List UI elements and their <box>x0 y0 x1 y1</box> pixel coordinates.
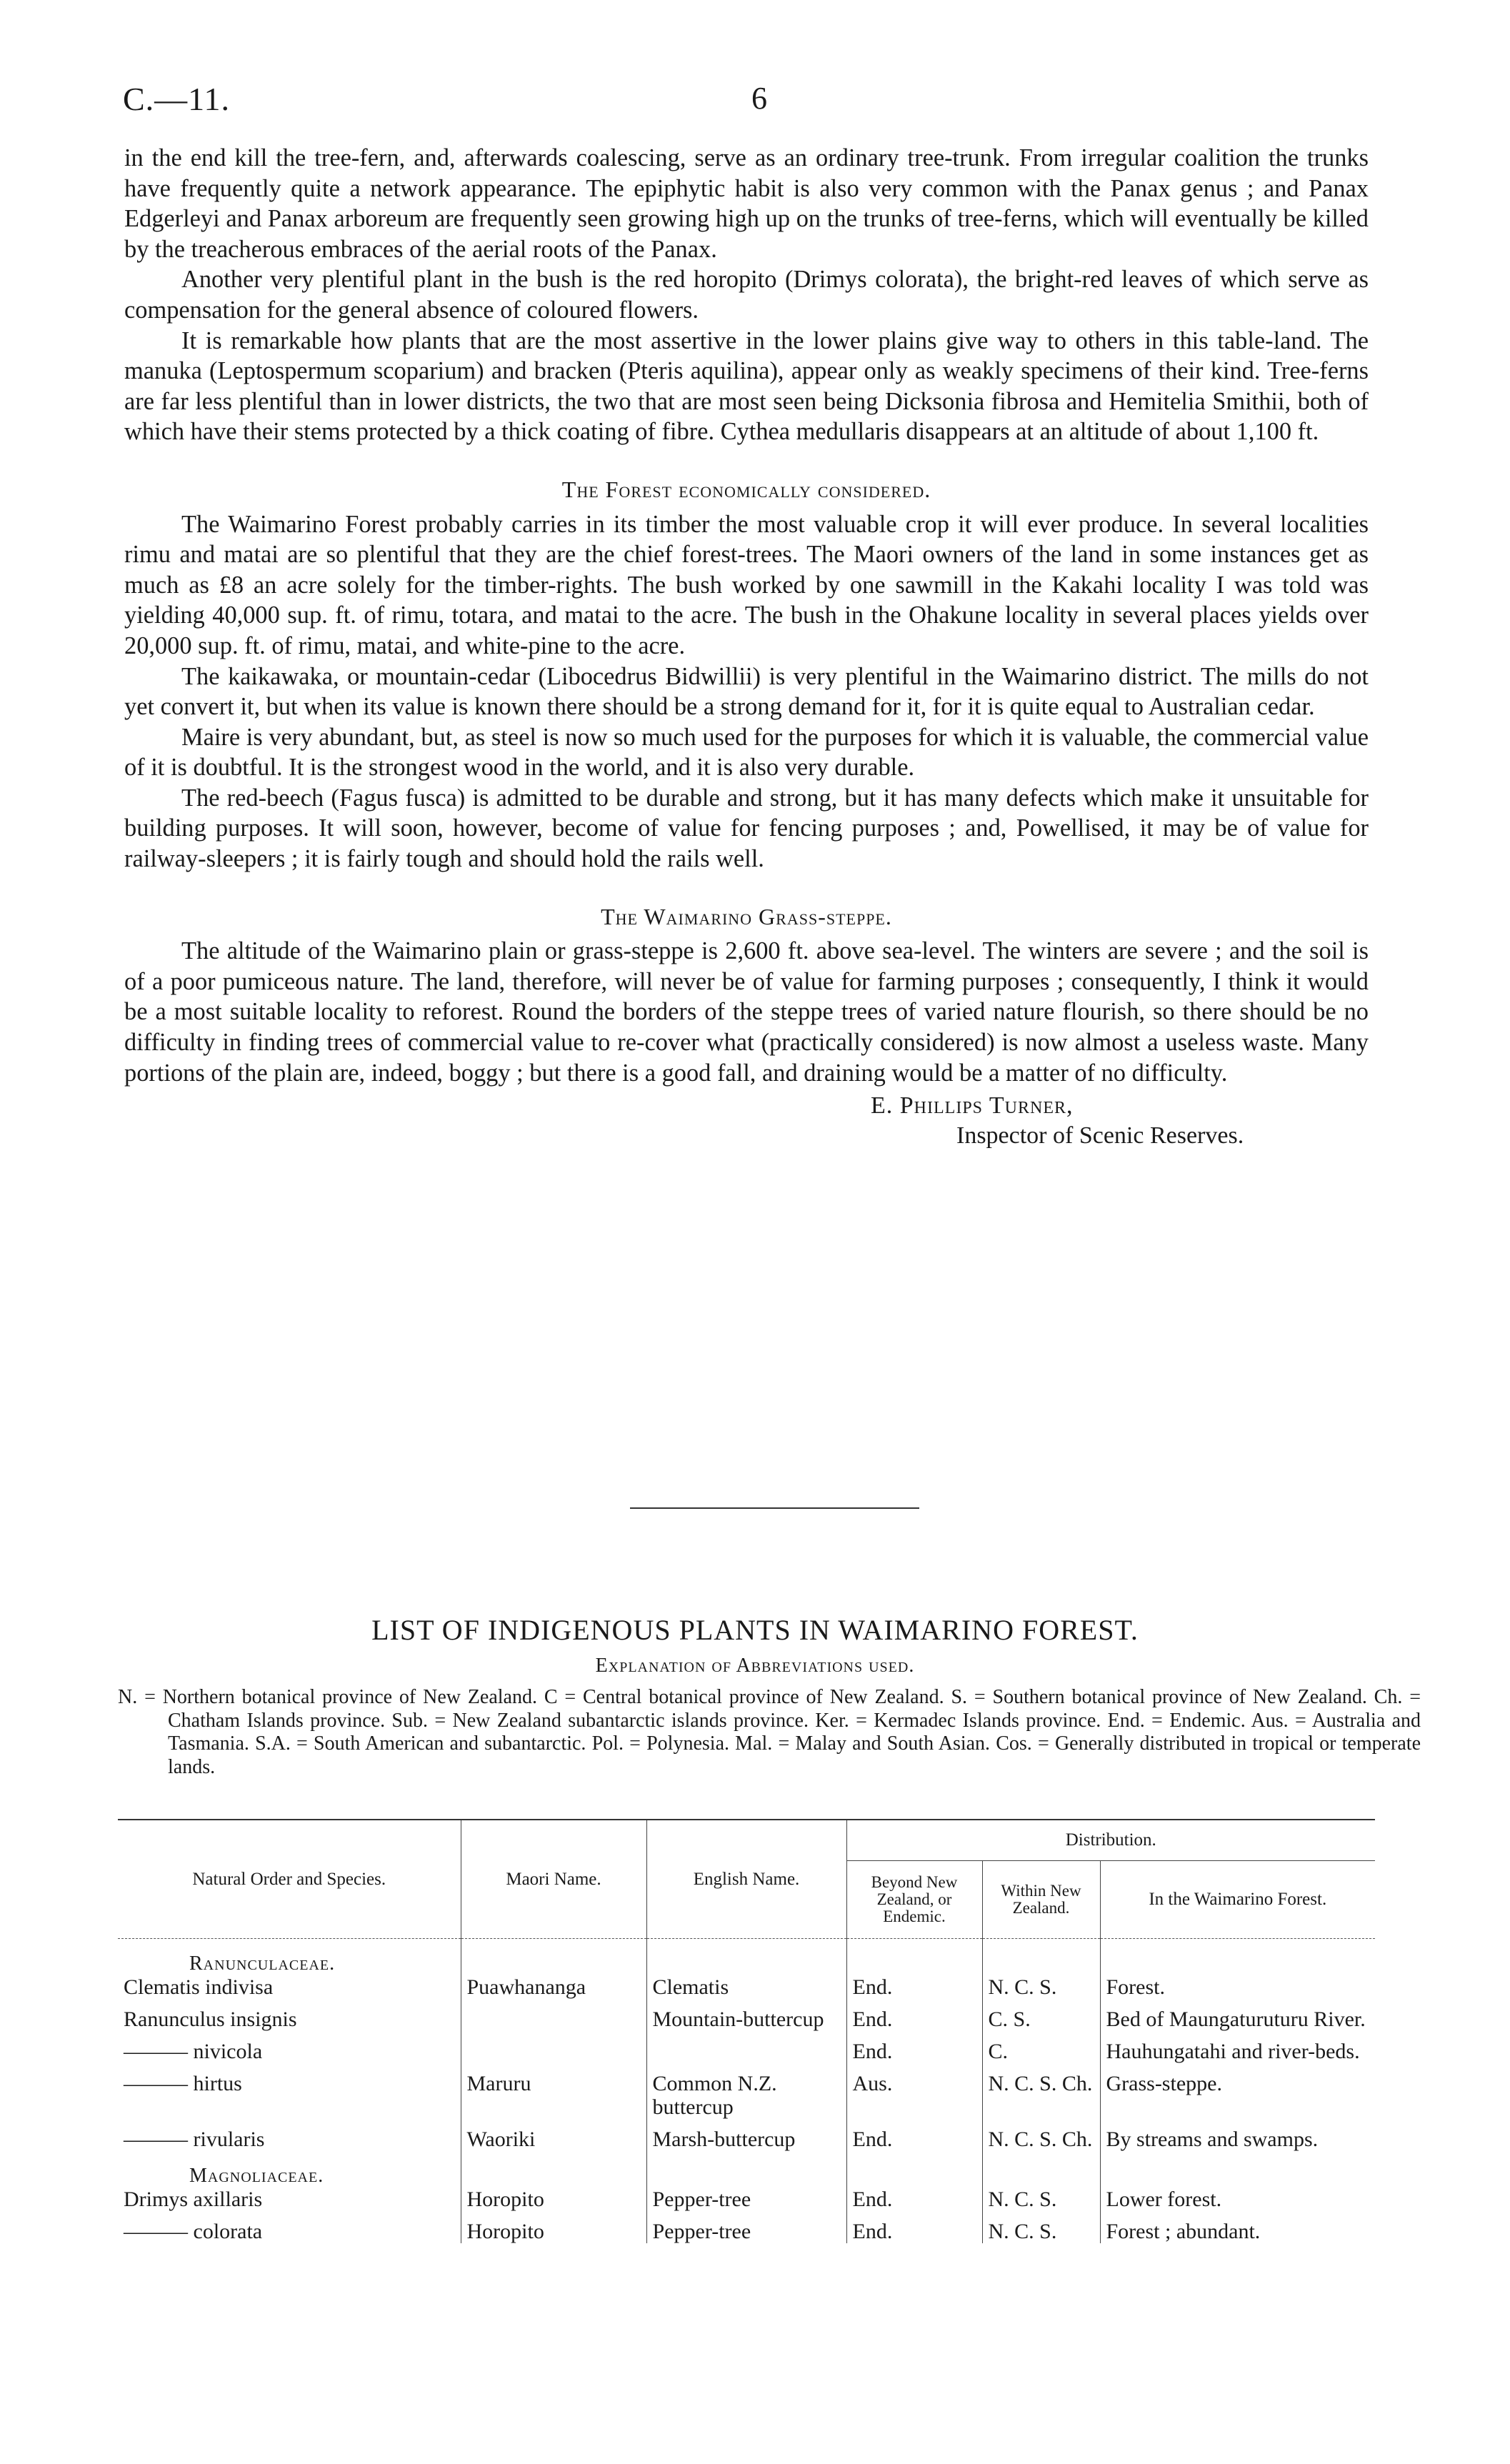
signature-block <box>124 1091 1369 1151</box>
section-divider <box>630 1507 919 1509</box>
section-heading-forest: The Forest economically considered. <box>561 476 931 502</box>
beyond-nz-cell: End. <box>846 2119 982 2151</box>
empty-cell <box>846 1939 982 1976</box>
plant-table <box>118 1819 1375 2243</box>
table-row <box>118 1975 1375 1999</box>
document-reference: C.—11. <box>123 81 230 117</box>
paragraph: It is remarkable how plants that are the most assertive in the lower plains give way to others in this table-land. The manuka (Leptospermum scoparium) and bracken (Pteris aquilina), appear only as weakly specimens of their kind. Tree-ferns are far less plentiful than in lower districts, the two that are most seen being Dicksonia fibrosa and Hemitelia Smithii, both of which have their stems protected by a thick coating of fibre. Cythea medullaris disappears at an altitude of about 1,100 ft. <box>124 326 1369 446</box>
waimarino-cell: By streams and swamps. <box>1100 2119 1375 2151</box>
within-nz-cell: N. C. S. <box>982 2188 1100 2211</box>
list-subtitle: Explanation of Abbreviations used. <box>595 1655 915 1677</box>
species-cell: ——— nivicola <box>124 2040 263 2063</box>
empty-cell <box>982 2151 1100 2188</box>
signature-name: E. Phillips Turner, <box>871 1092 1074 1119</box>
section-heading-grass-steppe: The Waimarino Grass-steppe. <box>601 903 892 929</box>
paragraph: The Waimarino Forest probably carries in its timber the most valuable crop it will ever produce. In several localities rimu and matai are so plentiful that they are the chief forest-trees. The Maori owners of the land in some instances get as much as £8 an acre solely for the timber-rights. The bush worked by one sawmill in the Kakahi locality I was told was yielding 40,000 sup. ft. of rimu, totara, and matai to the acre. The bush in the Ohakune locality in several places yields over 20,000 sup. ft. of rimu, matai, and white-pine to the acre. <box>124 510 1369 659</box>
family-name: Ranunculaceae. <box>118 1939 461 1976</box>
within-nz-cell: N. C. S. Ch. <box>982 2063 1100 2119</box>
table-row <box>118 1999 1375 2031</box>
maori-name-cell <box>461 2031 646 2063</box>
empty-cell <box>1100 1939 1375 1976</box>
family-name: Magnoliaceae. <box>189 2165 324 2187</box>
species-cell: ——— rivularis <box>124 2128 265 2151</box>
species-cell: Ranunculus insignis <box>124 2007 297 2031</box>
empty-cell <box>846 2151 982 2188</box>
species-cell: Clematis indivisa <box>124 1975 274 1999</box>
beyond-nz-cell: End. <box>846 1975 982 1999</box>
table-body <box>118 1939 1375 2244</box>
paragraph: The red-beech (Fagus fusca) is admitted to be durable and strong, but it has many defects which make it unsuitable for building purposes. It will soon, however, become of value for fencing purposes ; and, Powellised, it may be of value for railway-sleepers ; it is fairly tough and should hold the rails well. <box>124 784 1369 873</box>
header-english-name: English Name. <box>646 1820 846 1939</box>
header-maori-name: Maori Name. <box>461 1820 646 1939</box>
within-nz-cell: C. S. <box>982 1999 1100 2031</box>
waimarino-cell: Bed of Maungaturuturu River. <box>1100 1999 1375 2031</box>
plant-table-wrapper <box>118 1819 1375 2243</box>
maori-name-cell: Puawhananga <box>461 1975 646 1999</box>
empty-cell <box>982 1939 1100 1976</box>
paragraph: The altitude of the Waimarino plain or grass-steppe is 2,600 ft. above sea-level. The winters are severe ; and the soil is of a poor pumiceous nature. The land, therefore, will never be of value for farming purposes ; consequently, I think it would be a most suitable locality to reforest. Round the borders of the steppe trees of varied nature flourish, so there should be no difficulty in finding trees of commercial value to re-cover what (practically considered) is now almost a useless waste. Many portions of the plain are, indeed, boggy ; but there is a good fall, and draining would be a matter of no difficulty. <box>124 937 1369 1087</box>
english-name-cell <box>646 2031 846 2063</box>
species-cell: Drimys axillaris <box>124 2188 263 2211</box>
family-row <box>118 1939 1375 1976</box>
signature-title: Inspector of Scenic Reserves. <box>956 1122 1244 1149</box>
waimarino-cell: Forest. <box>1100 1975 1375 1999</box>
table-row <box>118 2119 1375 2151</box>
page-header <box>123 80 1380 123</box>
list-title: LIST OF INDIGENOUS PLANTS IN WAIMARINO FOREST. <box>371 1614 1139 1646</box>
header-within-nz: Within New Zealand. <box>982 1861 1100 1939</box>
main-text <box>124 143 1369 1151</box>
paragraph: The kaikawaka, or mountain-cedar (Libocedrus Bidwillii) is very plentiful in the Waimarino district. The mills do not yet convert it, but when its value is known there should be a strong demand for it, for it is quite equal to Australian cedar. <box>124 662 1369 721</box>
within-nz-cell: C. <box>982 2031 1100 2063</box>
waimarino-cell: Forest ; abundant. <box>1100 2211 1375 2243</box>
maori-name-cell: Waoriki <box>461 2119 646 2151</box>
beyond-nz-cell: End. <box>846 2211 982 2243</box>
english-name-cell: Pepper-tree <box>646 2188 846 2211</box>
paragraph: Another very plentiful plant in the bush is the red horopito (Drimys colorata), the bright-red leaves of which serve as compensation for the general absence of coloured flowers. <box>124 266 1369 324</box>
header-beyond-nz: Beyond New Zealand, or Endemic. <box>846 1861 982 1939</box>
empty-cell <box>646 1939 846 1976</box>
within-nz-cell: N. C. S. Ch. <box>982 2119 1100 2151</box>
table-row <box>118 2188 1375 2211</box>
family-row <box>118 2151 1375 2188</box>
english-name-cell: Mountain-buttercup <box>646 1999 846 2031</box>
table-row <box>118 2211 1375 2243</box>
beyond-nz-cell: Aus. <box>846 2063 982 2119</box>
empty-cell <box>646 2151 846 2188</box>
beyond-nz-cell: End. <box>846 1999 982 2031</box>
table-row <box>118 2031 1375 2063</box>
table-row <box>118 2063 1375 2119</box>
maori-name-cell <box>461 1999 646 2031</box>
page-number: 6 <box>751 81 767 116</box>
empty-cell <box>1100 2151 1375 2188</box>
within-nz-cell: N. C. S. <box>982 2211 1100 2243</box>
species-cell: ——— hirtus <box>124 2072 242 2095</box>
english-name-cell: Pepper-tree <box>646 2211 846 2243</box>
waimarino-cell: Grass-steppe. <box>1100 2063 1375 2119</box>
empty-cell <box>461 2151 646 2188</box>
beyond-nz-cell: End. <box>846 2031 982 2063</box>
abbreviations-note: N. = Northern botanical province of New Zealand. C = Central botanical province of New Zealand. S. = Southern botanical province of New Zealand. Ch. = Chatham Islands province. Sub. = New Zealand subantarctic islands province. Ker. = Kermadec Islands province. End. = Endemic. Aus. = Australia and Tasmania. S.A. = South American and subantarctic. Pol. = Polynesia. Mal. = Malay and South Asian. Cos. = Generally distributed in tropical or temperate lands. <box>118 1686 1421 1778</box>
english-name-cell: Clematis <box>646 1975 846 1999</box>
paragraph: Maire is very abundant, but, as steel is now so much used for the purposes for which it is valuable, the commercial value of it is doubtful. It is the strongest wood in the world, and it is also very durable. <box>124 723 1369 782</box>
beyond-nz-cell: End. <box>846 2188 982 2211</box>
waimarino-cell: Lower forest. <box>1100 2188 1375 2211</box>
species-cell: ——— colorata <box>124 2220 263 2243</box>
english-name-cell: Marsh-buttercup <box>646 2119 846 2151</box>
english-name-cell: Common N.Z. buttercup <box>646 2063 846 2119</box>
header-waimarino-forest: In the Waimarino Forest. <box>1100 1861 1375 1939</box>
maori-name-cell: Horopito <box>461 2211 646 2243</box>
empty-cell <box>461 1939 646 1976</box>
maori-name-cell: Horopito <box>461 2188 646 2211</box>
header-species: Natural Order and Species. <box>118 1820 461 1939</box>
maori-name-cell: Maruru <box>461 2063 646 2119</box>
waimarino-cell: Hauhungatahi and river-beds. <box>1100 2031 1375 2063</box>
paragraph: in the end kill the tree-fern, and, afterwards coalescing, serve as an ordinary tree-trunk. From irregular coalition the trunks have frequently quite a network appearance. The epiphytic habit is also very common with the Panax genus ; and Panax Edgerleyi and Panax arboreum are frequently seen growing high up on the trunks of tree-ferns, which will eventually be killed by the treacherous embraces of the aerial roots of the Panax. <box>124 144 1369 263</box>
header-distribution: Distribution. <box>846 1820 1375 1861</box>
within-nz-cell: N. C. S. <box>982 1975 1100 1999</box>
